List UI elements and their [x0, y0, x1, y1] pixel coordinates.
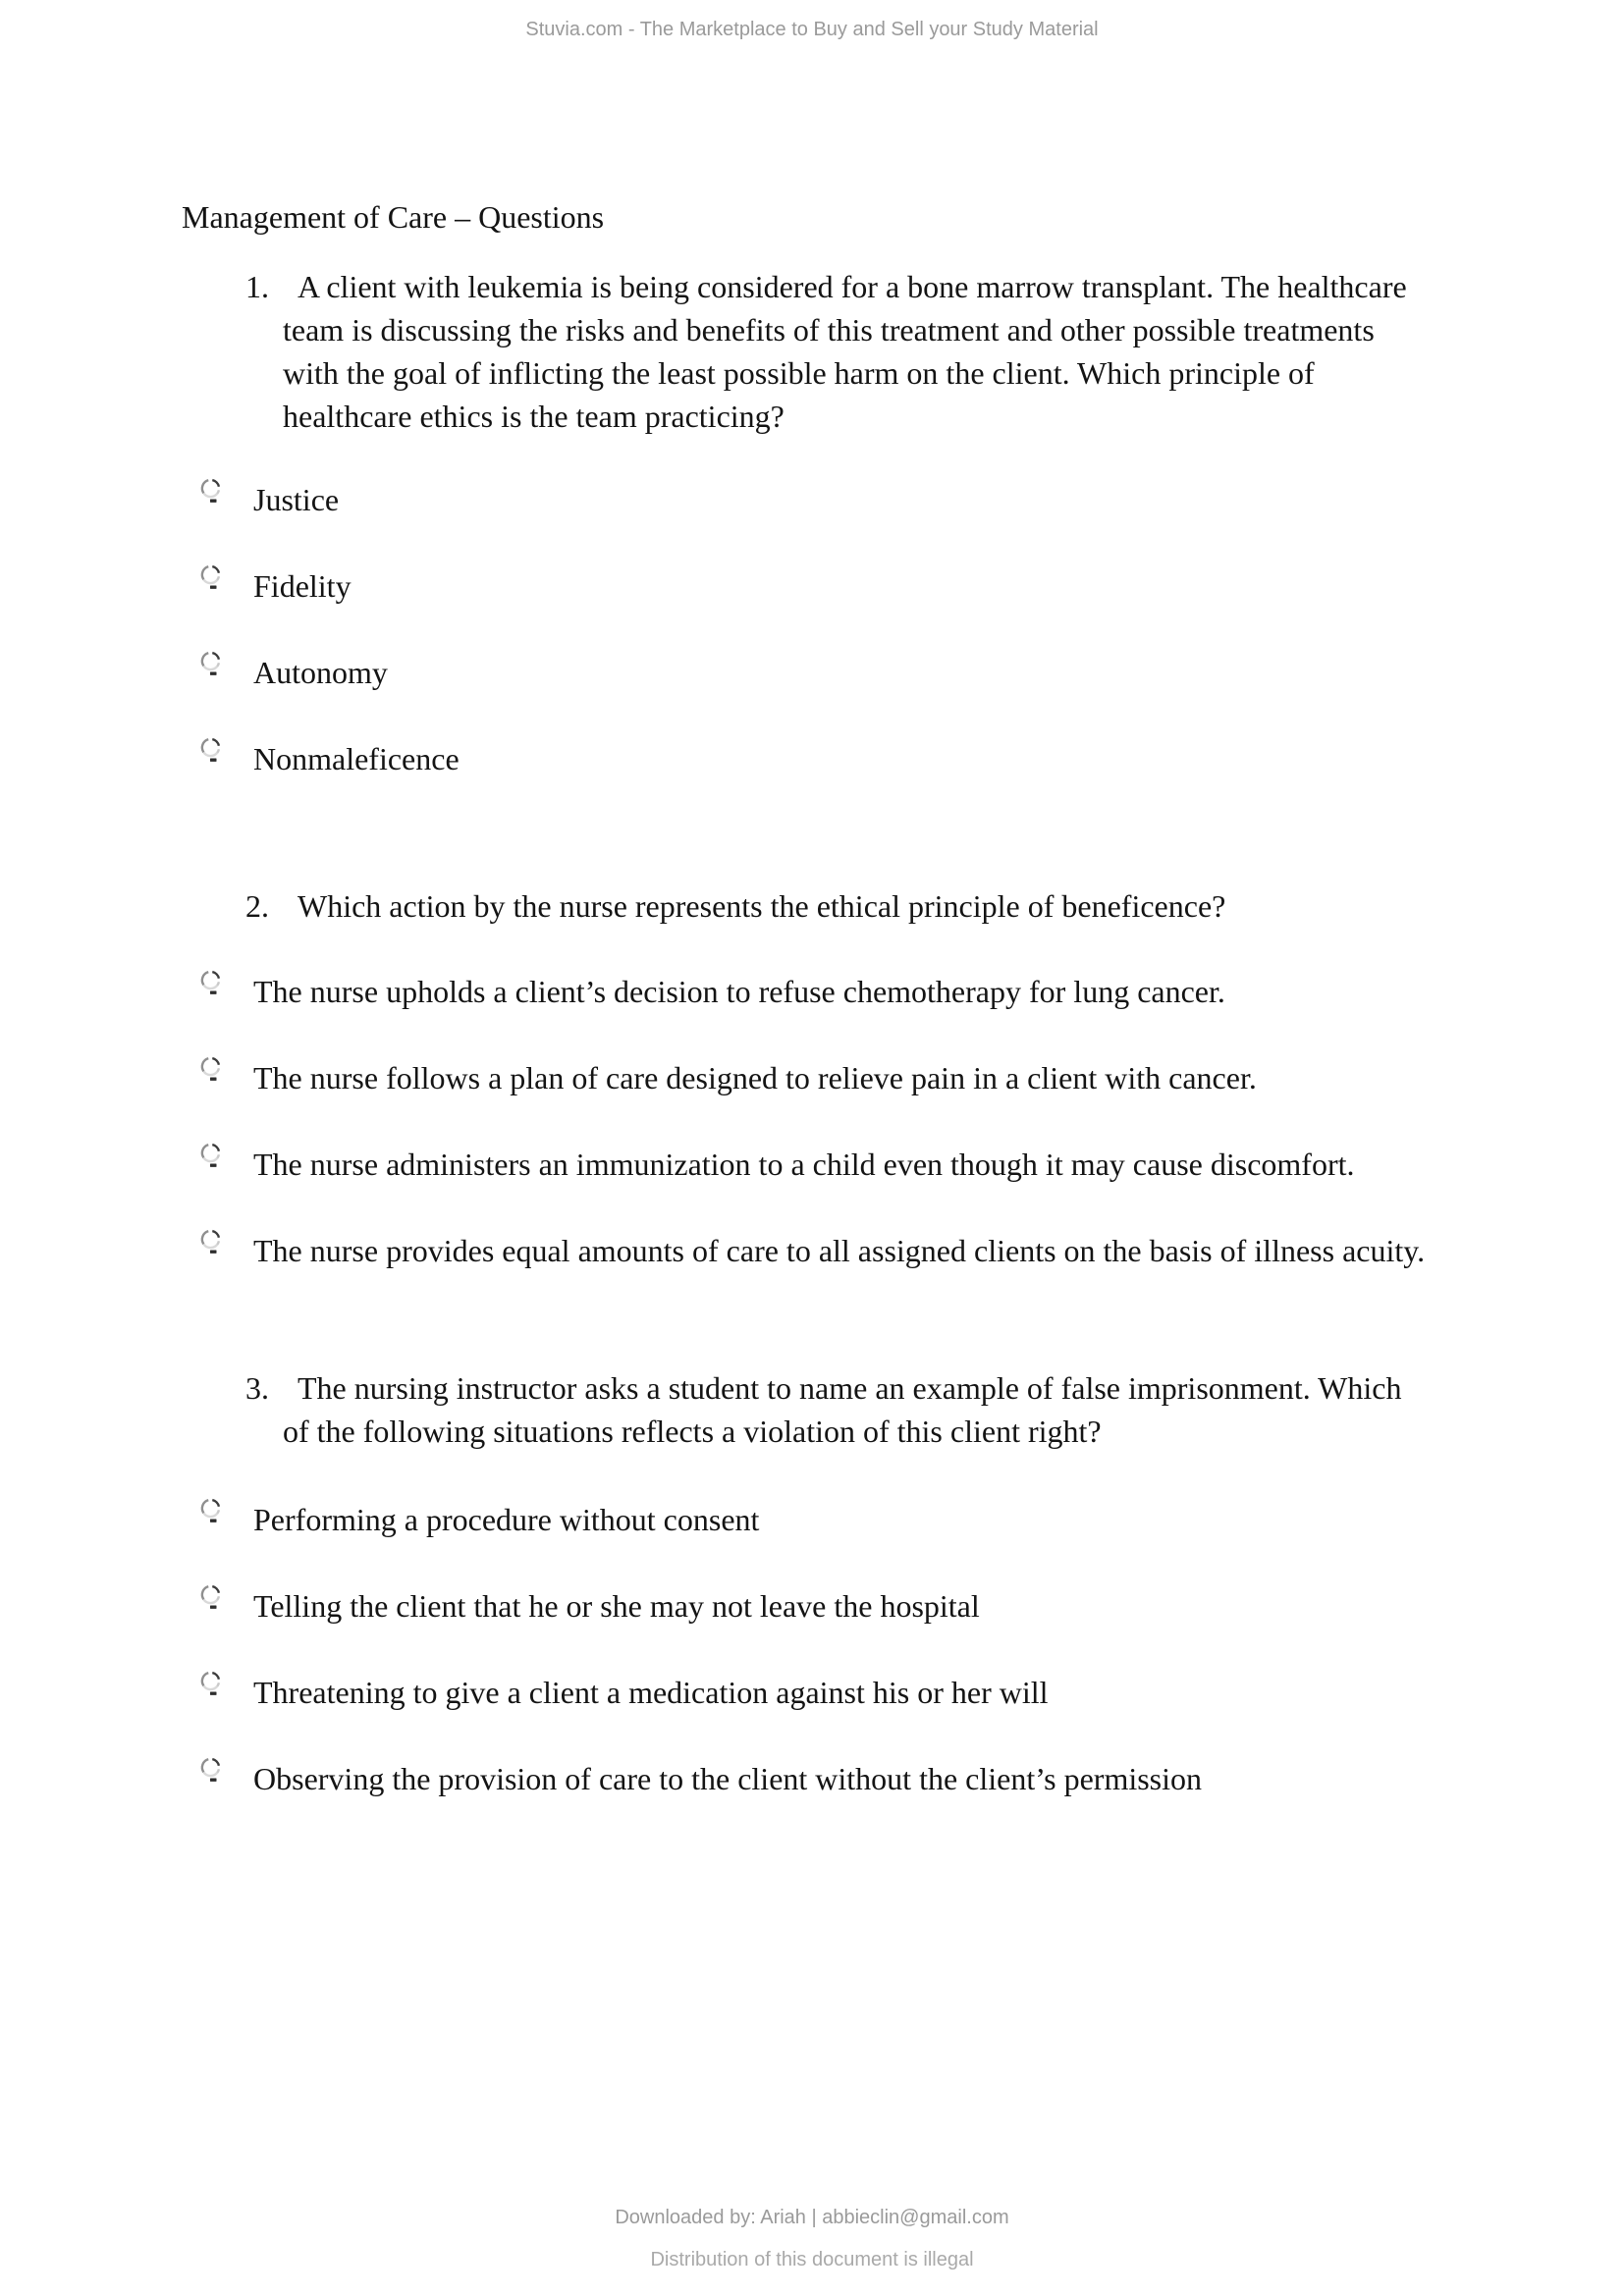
stuvia-watermark-header: Stuvia.com - The Marketplace to Buy and Sell your Study Material — [525, 19, 1099, 40]
answer-option-label: The nurse upholds a client’s decision to refuse chemotherapy for lung cancer. — [253, 974, 1225, 1009]
answer-option-label: Nonmaleficence — [253, 741, 460, 776]
answer-option[interactable] — [199, 651, 460, 690]
radio-button-icon[interactable] — [199, 1143, 224, 1168]
question-3 — [245, 1366, 1483, 1453]
answer-option[interactable] — [199, 970, 1425, 1009]
radio-button-icon[interactable] — [199, 1229, 224, 1255]
radio-button-icon[interactable] — [199, 1584, 224, 1610]
question-1 — [245, 265, 1483, 438]
answer-option[interactable] — [199, 478, 460, 517]
answer-option-label: The nurse provides equal amounts of care to all assigned clients on the basis of illness acuity. — [253, 1233, 1426, 1268]
question-3-text: The nursing instructor asks a student to name an example of false imprisonment. Which — [298, 1370, 1402, 1406]
radio-button-icon[interactable] — [199, 478, 224, 504]
question-2 — [245, 884, 1483, 928]
radio-button-icon[interactable] — [199, 1671, 224, 1696]
page-title: Management of Care – Questions — [182, 199, 605, 235]
answer-option[interactable] — [199, 1498, 1202, 1537]
answer-option-label: The nurse administers an immunization to a child even though it may cause discomfort. — [253, 1147, 1355, 1182]
question-1-text: A client with leukemia is being considered for a bone marrow transplant. The healthcare — [298, 269, 1407, 304]
answer-option[interactable] — [199, 1229, 1426, 1268]
answer-option-label: Telling the client that he or she may not leave the hospital — [253, 1588, 980, 1624]
radio-button-icon[interactable] — [199, 564, 224, 590]
answer-option[interactable] — [199, 737, 460, 776]
answer-option-label: The nurse follows a plan of care designed to relieve pain in a client with cancer. — [253, 1060, 1257, 1095]
question-1-line: with the goal of inflicting the least possible harm on the client. Which principle of — [283, 355, 1315, 391]
answer-option-label: Fidelity — [253, 568, 352, 604]
answer-option-label: Threatening to give a client a medication against his or her will — [253, 1675, 1049, 1710]
answer-option[interactable] — [199, 1757, 1203, 1796]
radio-button-icon[interactable] — [199, 1056, 224, 1082]
answer-option-label: Performing a procedure without consent — [253, 1502, 760, 1537]
question-2-line — [245, 884, 1483, 928]
answer-option-label: Justice — [253, 482, 340, 517]
radio-button-icon[interactable] — [199, 970, 224, 995]
answer-option[interactable] — [199, 1671, 1202, 1710]
question-1-line: healthcare ethics is the team practicing? — [283, 399, 785, 434]
question-2-number: 2. — [245, 888, 269, 924]
radio-button-icon[interactable] — [199, 1757, 224, 1783]
question-3-line: of the following situations reflects a violation of this client right? — [283, 1414, 1102, 1449]
question-3-options — [199, 1498, 1202, 1843]
answer-option[interactable] — [199, 1584, 1202, 1624]
radio-button-icon[interactable] — [199, 651, 224, 676]
radio-button-icon[interactable] — [199, 737, 224, 763]
answer-option-label: Autonomy — [253, 655, 388, 690]
answer-option[interactable] — [199, 1143, 1425, 1182]
distribution-warning: Distribution of this document is illegal — [650, 2249, 974, 2270]
question-3-line — [245, 1366, 1483, 1410]
answer-option-label: Observing the provision of care to the client without the client’s permission — [253, 1761, 1203, 1796]
question-3-number: 3. — [245, 1370, 269, 1406]
question-1-line — [245, 265, 1483, 308]
question-2-options — [199, 970, 1425, 1315]
question-2-text: Which action by the nurse represents the ethical principle of beneficence? — [298, 888, 1226, 924]
answer-option[interactable] — [199, 564, 460, 604]
radio-button-icon[interactable] — [199, 1498, 224, 1523]
downloaded-by-watermark: Downloaded by: Ariah | abbieclin@gmail.com — [615, 2207, 1009, 2228]
question-1-options — [199, 478, 460, 824]
question-1-number: 1. — [245, 269, 269, 304]
answer-option[interactable] — [199, 1056, 1425, 1095]
question-1-line: team is discussing the risks and benefits of this treatment and other possible treatments — [283, 312, 1375, 347]
